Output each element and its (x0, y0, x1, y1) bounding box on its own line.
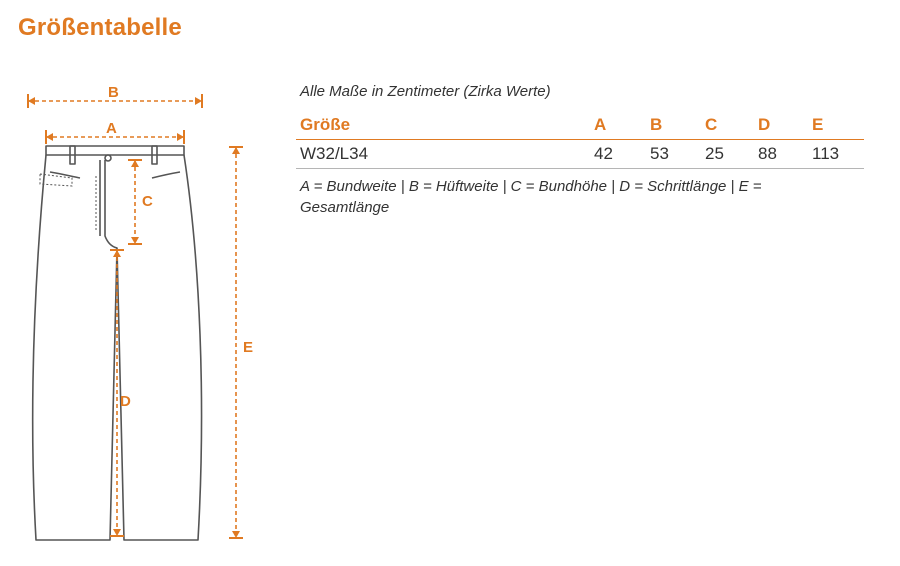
table-header-row (296, 111, 864, 140)
dimension-label-e: E (243, 339, 254, 356)
pocket-stitching (40, 174, 96, 230)
cell-a: 42 (594, 144, 613, 163)
trousers-diagram (0, 0, 300, 566)
header-cell-a: A (594, 115, 607, 134)
header-cell-c: C (705, 115, 718, 134)
header-cell-size: Größe (300, 115, 351, 134)
cell-b: 53 (650, 144, 669, 163)
measurement-note: Alle Maße in Zentimeter (Zirka Werte) (300, 83, 551, 100)
cell-d: 88 (758, 144, 777, 163)
dimension-label-d: D (120, 393, 131, 410)
header-cell-d: D (758, 115, 771, 134)
header-cell-b: B (650, 115, 663, 134)
dimension-label-b: B (108, 84, 119, 101)
cell-e: 113 (812, 144, 840, 163)
page-title: Größentabelle (18, 14, 182, 41)
cell-c: 25 (705, 144, 724, 163)
dimension-label-a: A (106, 120, 117, 137)
header-cell-e: E (812, 115, 824, 134)
dimension-label-c: C (142, 193, 153, 210)
size-table (296, 111, 864, 169)
measurement-legend: A = Bundweite | B = Hüftweite | C = Bundhöhe | D = Schrittlänge | E = Gesamtlänge (300, 178, 762, 216)
table-row (296, 140, 864, 169)
cell-size: W32/L34 (300, 144, 369, 163)
